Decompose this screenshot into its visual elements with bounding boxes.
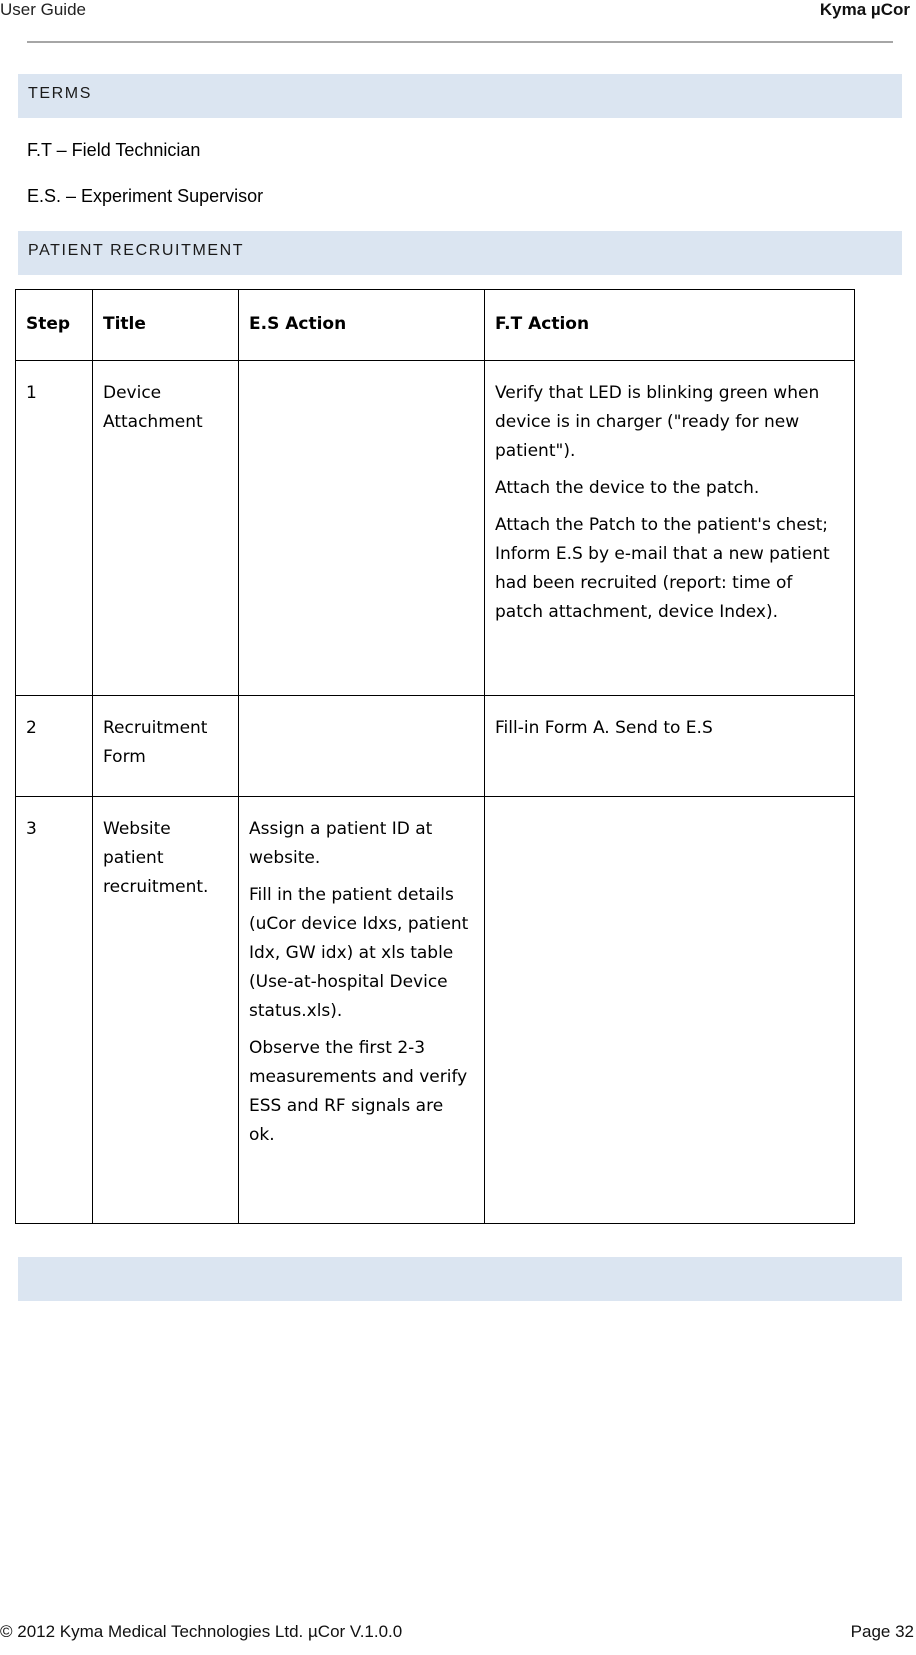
cell-es-action [239,361,485,696]
action-paragraph: Observe the first 2-3 measurements and verify ESS and RF signals are ok. [249,1038,468,1145]
header-divider [27,41,893,43]
action-paragraph: Attach the Patch to the patient's chest; Inform E.S by e-mail that a new patient had been recruited (report: time of patch attachment, device Index). [495,515,830,622]
cell-ft-action [485,696,855,797]
column-header-es-action: E.S Action [239,290,485,361]
cell-title: Device Attachment [93,361,239,696]
section-empty-heading [18,1257,902,1301]
recruitment-table [15,289,855,1224]
section-terms-heading [18,74,902,118]
cell-title: Recruitment Form [93,696,239,797]
column-header-title: Title [93,290,239,361]
term-experiment-supervisor: E.S. – Experiment Supervisor [27,186,264,206]
section-recruitment-heading [18,231,902,275]
table-row [16,696,855,797]
section-terms-title: TERMS [28,85,92,102]
action-paragraph: Fill in the patient details (uCor device Idxs, patient Idx, GW idx) at xls table (Use-at-hospital Device status.xls). [249,885,469,1021]
cell-step: 1 [16,361,93,696]
cell-es-action [239,696,485,797]
term-field-technician: F.T – Field Technician [27,140,201,160]
action-paragraph: Fill-in Form A. Send to E.S [495,718,713,738]
cell-ft-action [485,797,855,1224]
column-header-step: Step [16,290,93,361]
table-header-row [16,290,855,361]
footer-page-number: Page 32 [850,1622,914,1641]
cell-ft-action [485,361,855,696]
header-document-type: User Guide [0,0,86,19]
table-row [16,797,855,1224]
cell-es-action [239,797,485,1224]
cell-step: 2 [16,696,93,797]
table-row [16,361,855,696]
header-product-name: Kyma µCor [819,0,910,19]
action-paragraph: Attach the device to the patch. [495,478,760,498]
cell-title: Website patient recruitment. [93,797,239,1224]
column-header-ft-action: F.T Action [485,290,855,361]
action-paragraph: Assign a patient ID at website. [249,819,433,868]
footer-copyright: © 2012 Kyma Medical Technologies Ltd. µCor V.1.0.0 [0,1622,403,1641]
cell-step: 3 [16,797,93,1224]
action-paragraph: Verify that LED is blinking green when device is in charger ("ready for new patient"). [495,383,820,461]
section-recruitment-title: PATIENT RECRUITMENT [28,242,245,259]
